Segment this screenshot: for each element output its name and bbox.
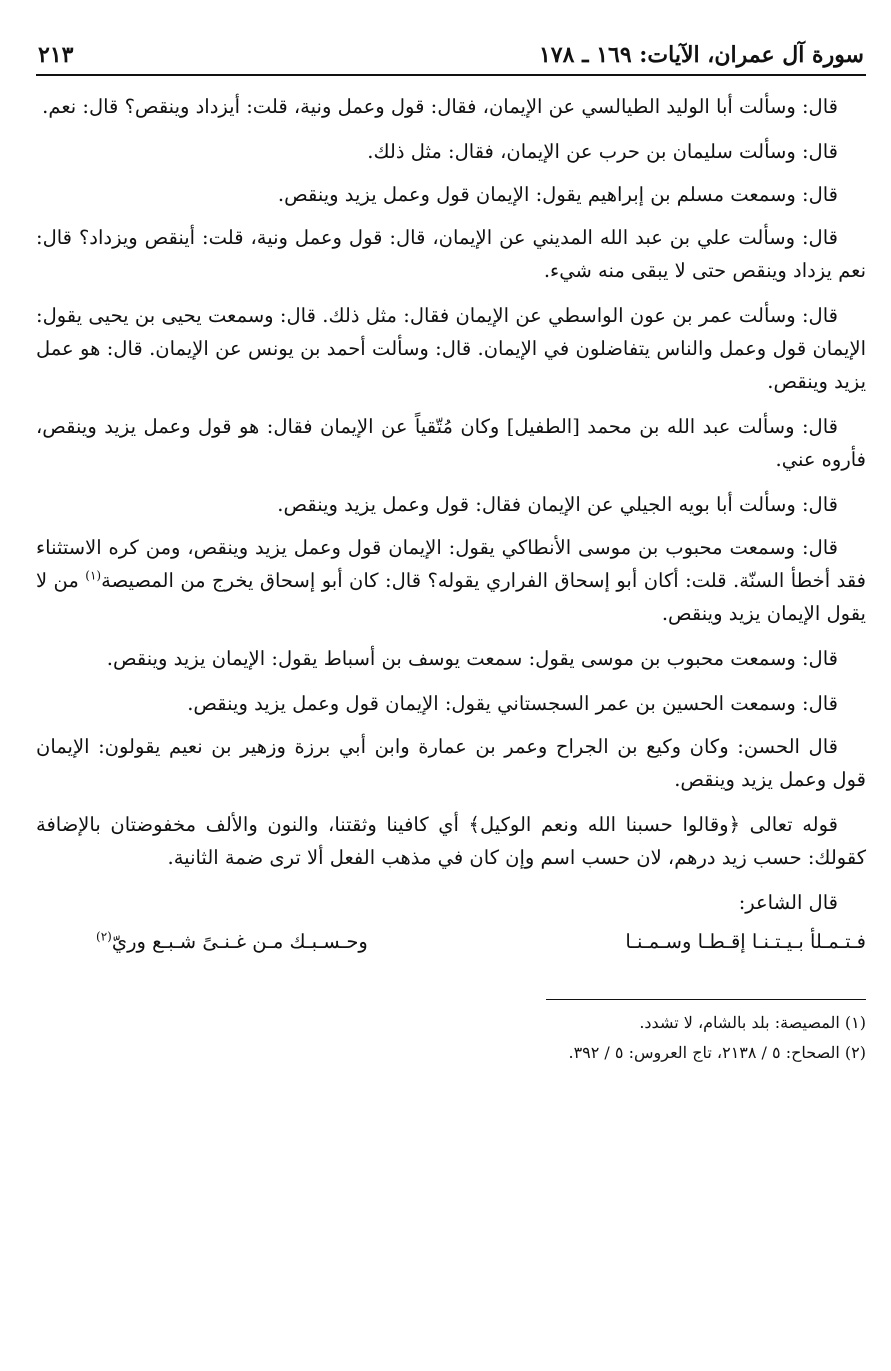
header-title: سورة آل عمران، الآيات: ١٦٩ ـ ١٧٨ [538,42,864,68]
paragraph: قال: وسألت أبا الوليد الطيالسي عن الإيمان، فقال: قول وعمل ونية، قلت: أيزداد وينقص؟ قال: نعم. [42,95,838,118]
verse-second-hemistich [36,925,368,959]
paragraph: قال: وسألت سليمان بن حرب عن الإيمان، فقال: مثل ذلك. [367,140,838,163]
page-number: ٢١٣ [38,42,74,68]
running-header [36,42,866,76]
paragraph-text: قال: وسمعت محبوب بن موسى الأنطاكي يقول: الإيمان قول وعمل يزيد وينقص، ومن كره الاستثناء فقد أخطأ السنّة. قلت: أكان أبو إسحاق الفراري يقوله؟ قال: كان أبو إسحاق يخرج من المصيصة [36,536,867,592]
paragraph: قال: وسألت أبا بويه الجيلي عن الإيمان فقال: قول وعمل يزيد وينقص. [277,493,838,516]
book-page [36,42,866,1068]
page-body [36,90,866,959]
verse-intro: قال الشاعر: [738,891,838,914]
footnote: (٢) الصحاح: ٥ / ٢١٣٨، تاج العروس: ٥ / ٣٩٢. [568,1043,866,1062]
paragraph: قال: وسمعت مسلم بن إبراهيم يقول: الإيمان قول وعمل يزيد وينقص. [277,183,838,206]
paragraph: قال: وسمعت محبوب بن موسى يقول: سمعت يوسف بن أسباط يقول: الإيمان يزيد وينقص. [106,647,838,670]
paragraph: قال: وسمعت الحسين بن عمر السجستاني يقول: الإيمان قول وعمل يزيد وينقص. [187,692,838,715]
poetry-verse [36,925,866,959]
footnotes [546,999,866,1068]
footnote-marker: (٢) [96,929,112,944]
footnote: (١) المصيصة: بلد بالشام، لا تشدد. [639,1013,866,1032]
footnote-marker: (١) [85,568,102,583]
paragraph-with-footnote [36,531,866,630]
paragraph: قال: وسألت عبد الله بن محمد [الطفيل] وكان مُتّقياً عن الإيمان فقال: هو قول وعمل يزيد وينقص، فأروه عني. [36,415,866,471]
paragraph: قوله تعالى ﴿وقالوا حسبنا الله ونعم الوكيل﴾ أي كافينا وثقتنا، والنون والألف مخفوضتان بالإضافة كقولك: حسب زيد درهم، لان حسب اسم وإن كان في مذهب الفعل ألا ترى ضمة الثانية. [36,813,866,869]
verse-text: وحـسـبـك مـن غـنـىً شـبـع وريّ [111,930,368,953]
paragraph: قال: وسألت علي بن عبد الله المديني عن الإيمان، قال: قول وعمل ونية، قلت: أينقص ويزداد؟ قال: نعم يزداد وينقص حتى لا يبقى منه شيء. [36,226,866,282]
verse-first-hemistich: فـتـمـلأ بـيـتـنـا إقـطـا وسـمـنـا [625,930,866,953]
paragraph: قال الحسن: وكان وكيع بن الجراح وعمر بن عمارة وابن أبي برزة وزهير بن نعيم يقولون: الإيمان قول وعمل يزيد وينقص. [36,735,866,791]
paragraph-text: من لا يقول الإيمان يزيد وينقص. [36,569,866,625]
paragraph: قال: وسألت عمر بن عون الواسطي عن الإيمان فقال: مثل ذلك. قال: وسمعت يحيى بن يحيى يقول: الإيمان قول وعمل والناس يتفاضلون في الإيمان. قال: وسألت أحمد بن يونس عن الإيمان. قال: هو عمل يزيد وينقص. [36,304,866,393]
